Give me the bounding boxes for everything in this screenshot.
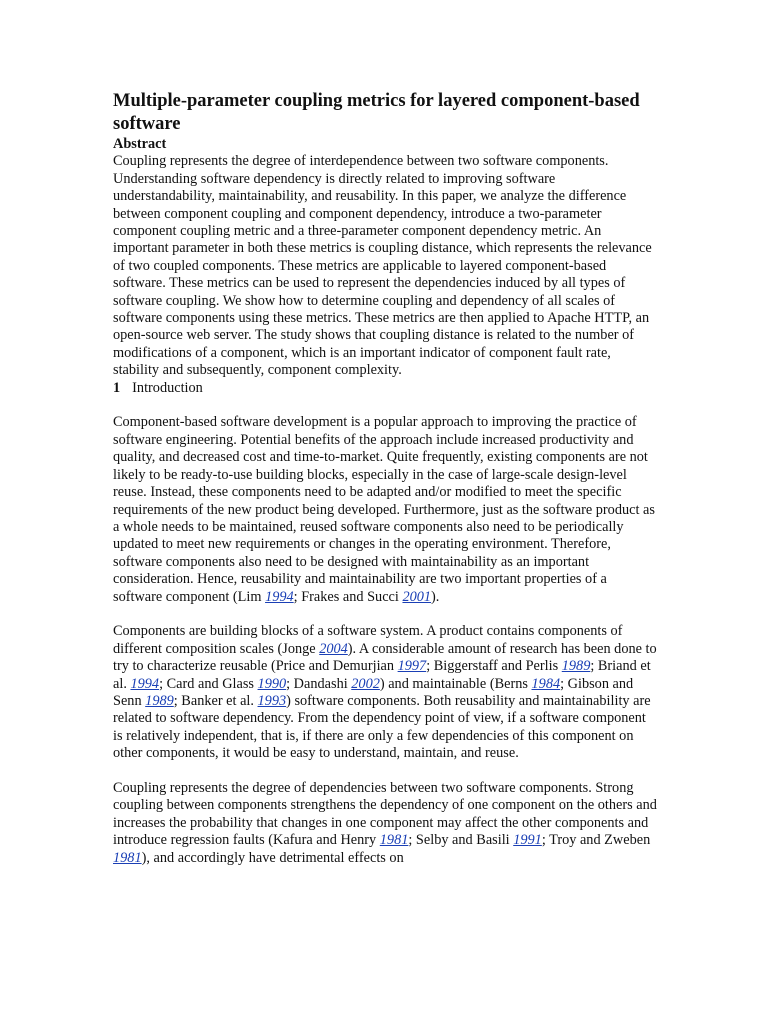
citation-link[interactable]: 1981 — [113, 849, 142, 866]
citation-link[interactable]: 1994 — [265, 588, 294, 605]
text-run: ; Selby and Basili — [408, 832, 514, 849]
citation-link[interactable]: 1997 — [397, 658, 427, 675]
text-run: ; Gibson and Senn — [113, 675, 634, 709]
text-run: Component-based software development is a popular approach to improving the practice of software engineering. Potential benefits of the approach include increased productivity and quality, and decreased cost and time-to-market. Quite frequently, existing components are not likely to be ready-to-use building blocks, especially in the case of large-scale design-level reuse. Instead, these components need to be adapted and/or modified to meet the specific requirements of the new product being developed. Furthermore, just as the software product as a whole needs to be maintained, reused software components also need to be periodically updated to meet new requirements or changes in the operating environment. Therefore, software components also need to be designed with maintainability as an important consideration. Hence, reusability and maintainability are two important properties of a software component (Lim — [113, 414, 655, 605]
text-run: ; Card and Glass — [159, 675, 258, 692]
text-run: ) and maintainable (Berns — [379, 675, 532, 692]
citation-link[interactable]: 1994 — [130, 675, 160, 692]
section-title: Introduction — [132, 379, 203, 396]
text-run: ) software components. Both reusability and maintainability are related to software dependency. From the dependency point of view, if a software component is relatively independent, that is, if there are only a few dependencies of this component on other components, it would be easy to understand, maintain, and reuse. — [113, 692, 651, 762]
text-run: ; Banker et al. — [173, 692, 258, 709]
abstract-text: Coupling represents the degree of interdependence between two software components. Understanding software dependency is directly related to improving software understandability, maintainability, and reusability. In this paper, we analyze the difference between component coupling and component dependency, introduce a two-parameter component coupling metric and a three-parameter component dependency metric. An important parameter in both these metrics is coupling distance, which represents the relevance of two coupled components. These metrics are applicable to layered component-based software. These metrics can be used to represent the dependencies induced by all types of software coupling. We show how to determine coupling and dependency of all scales of software components using these metrics. These metrics are then applied to Apache HTTP, an open-source web server. The study shows that coupling distance is related to the number of modifications of a component, which is an important indicator of component fault rate, stability and subsequently, component complexity. — [113, 153, 652, 379]
paragraph-gap — [113, 763, 658, 780]
text-run: ; Biggerstaff and Perlis — [426, 658, 562, 675]
paper-title: Multiple-parameter coupling metrics for layered component-based software — [113, 91, 640, 134]
text-run: Coupling represents the degree of dependencies between two software components. Strong coupling between components strengthens the dependency of one component on the others and increases the probability that changes in one component may affect the other components and introduce regression faults (Kafura and Henry — [113, 779, 657, 849]
text-run: ; Frakes and Succi — [293, 588, 403, 605]
citation-link[interactable]: 1991 — [513, 832, 542, 849]
paper-content — [113, 90, 658, 867]
citation-link[interactable]: 1984 — [531, 675, 561, 692]
citation-link[interactable]: 1989 — [561, 658, 591, 675]
citation-link[interactable]: 2001 — [402, 588, 432, 605]
text-run: ). A considerable amount of research has been done to try to characterize reusable (Price and Demurjian — [113, 640, 657, 675]
paragraph-gap — [113, 606, 658, 623]
intro-paragraph-2 — [113, 623, 658, 762]
citation-link[interactable]: 1990 — [257, 675, 287, 692]
citation-link[interactable]: 1981 — [379, 832, 409, 849]
text-run: ; Dandashi — [286, 675, 352, 692]
text-run: ), and accordingly have detrimental effects on — [141, 849, 404, 866]
paragraph-gap — [113, 397, 658, 414]
text-run: Components are building blocks of a software system. A product contains components of different composition scales (Jonge — [113, 623, 623, 657]
text-run: ; Briand et al. — [113, 658, 651, 692]
citation-link[interactable]: 2002 — [351, 675, 380, 692]
text-run: ). — [431, 588, 440, 605]
citation-link[interactable]: 1989 — [145, 692, 174, 709]
abstract-heading: Abstract — [113, 136, 167, 152]
section-heading-introduction — [113, 380, 658, 397]
citation-link[interactable]: 1993 — [257, 692, 287, 709]
text-run: ; Troy and Zweben — [541, 832, 651, 849]
section-number: 1 — [113, 379, 121, 396]
citation-link[interactable]: 2004 — [319, 640, 348, 657]
intro-paragraph-3 — [113, 780, 658, 867]
intro-paragraph-1 — [113, 414, 658, 605]
